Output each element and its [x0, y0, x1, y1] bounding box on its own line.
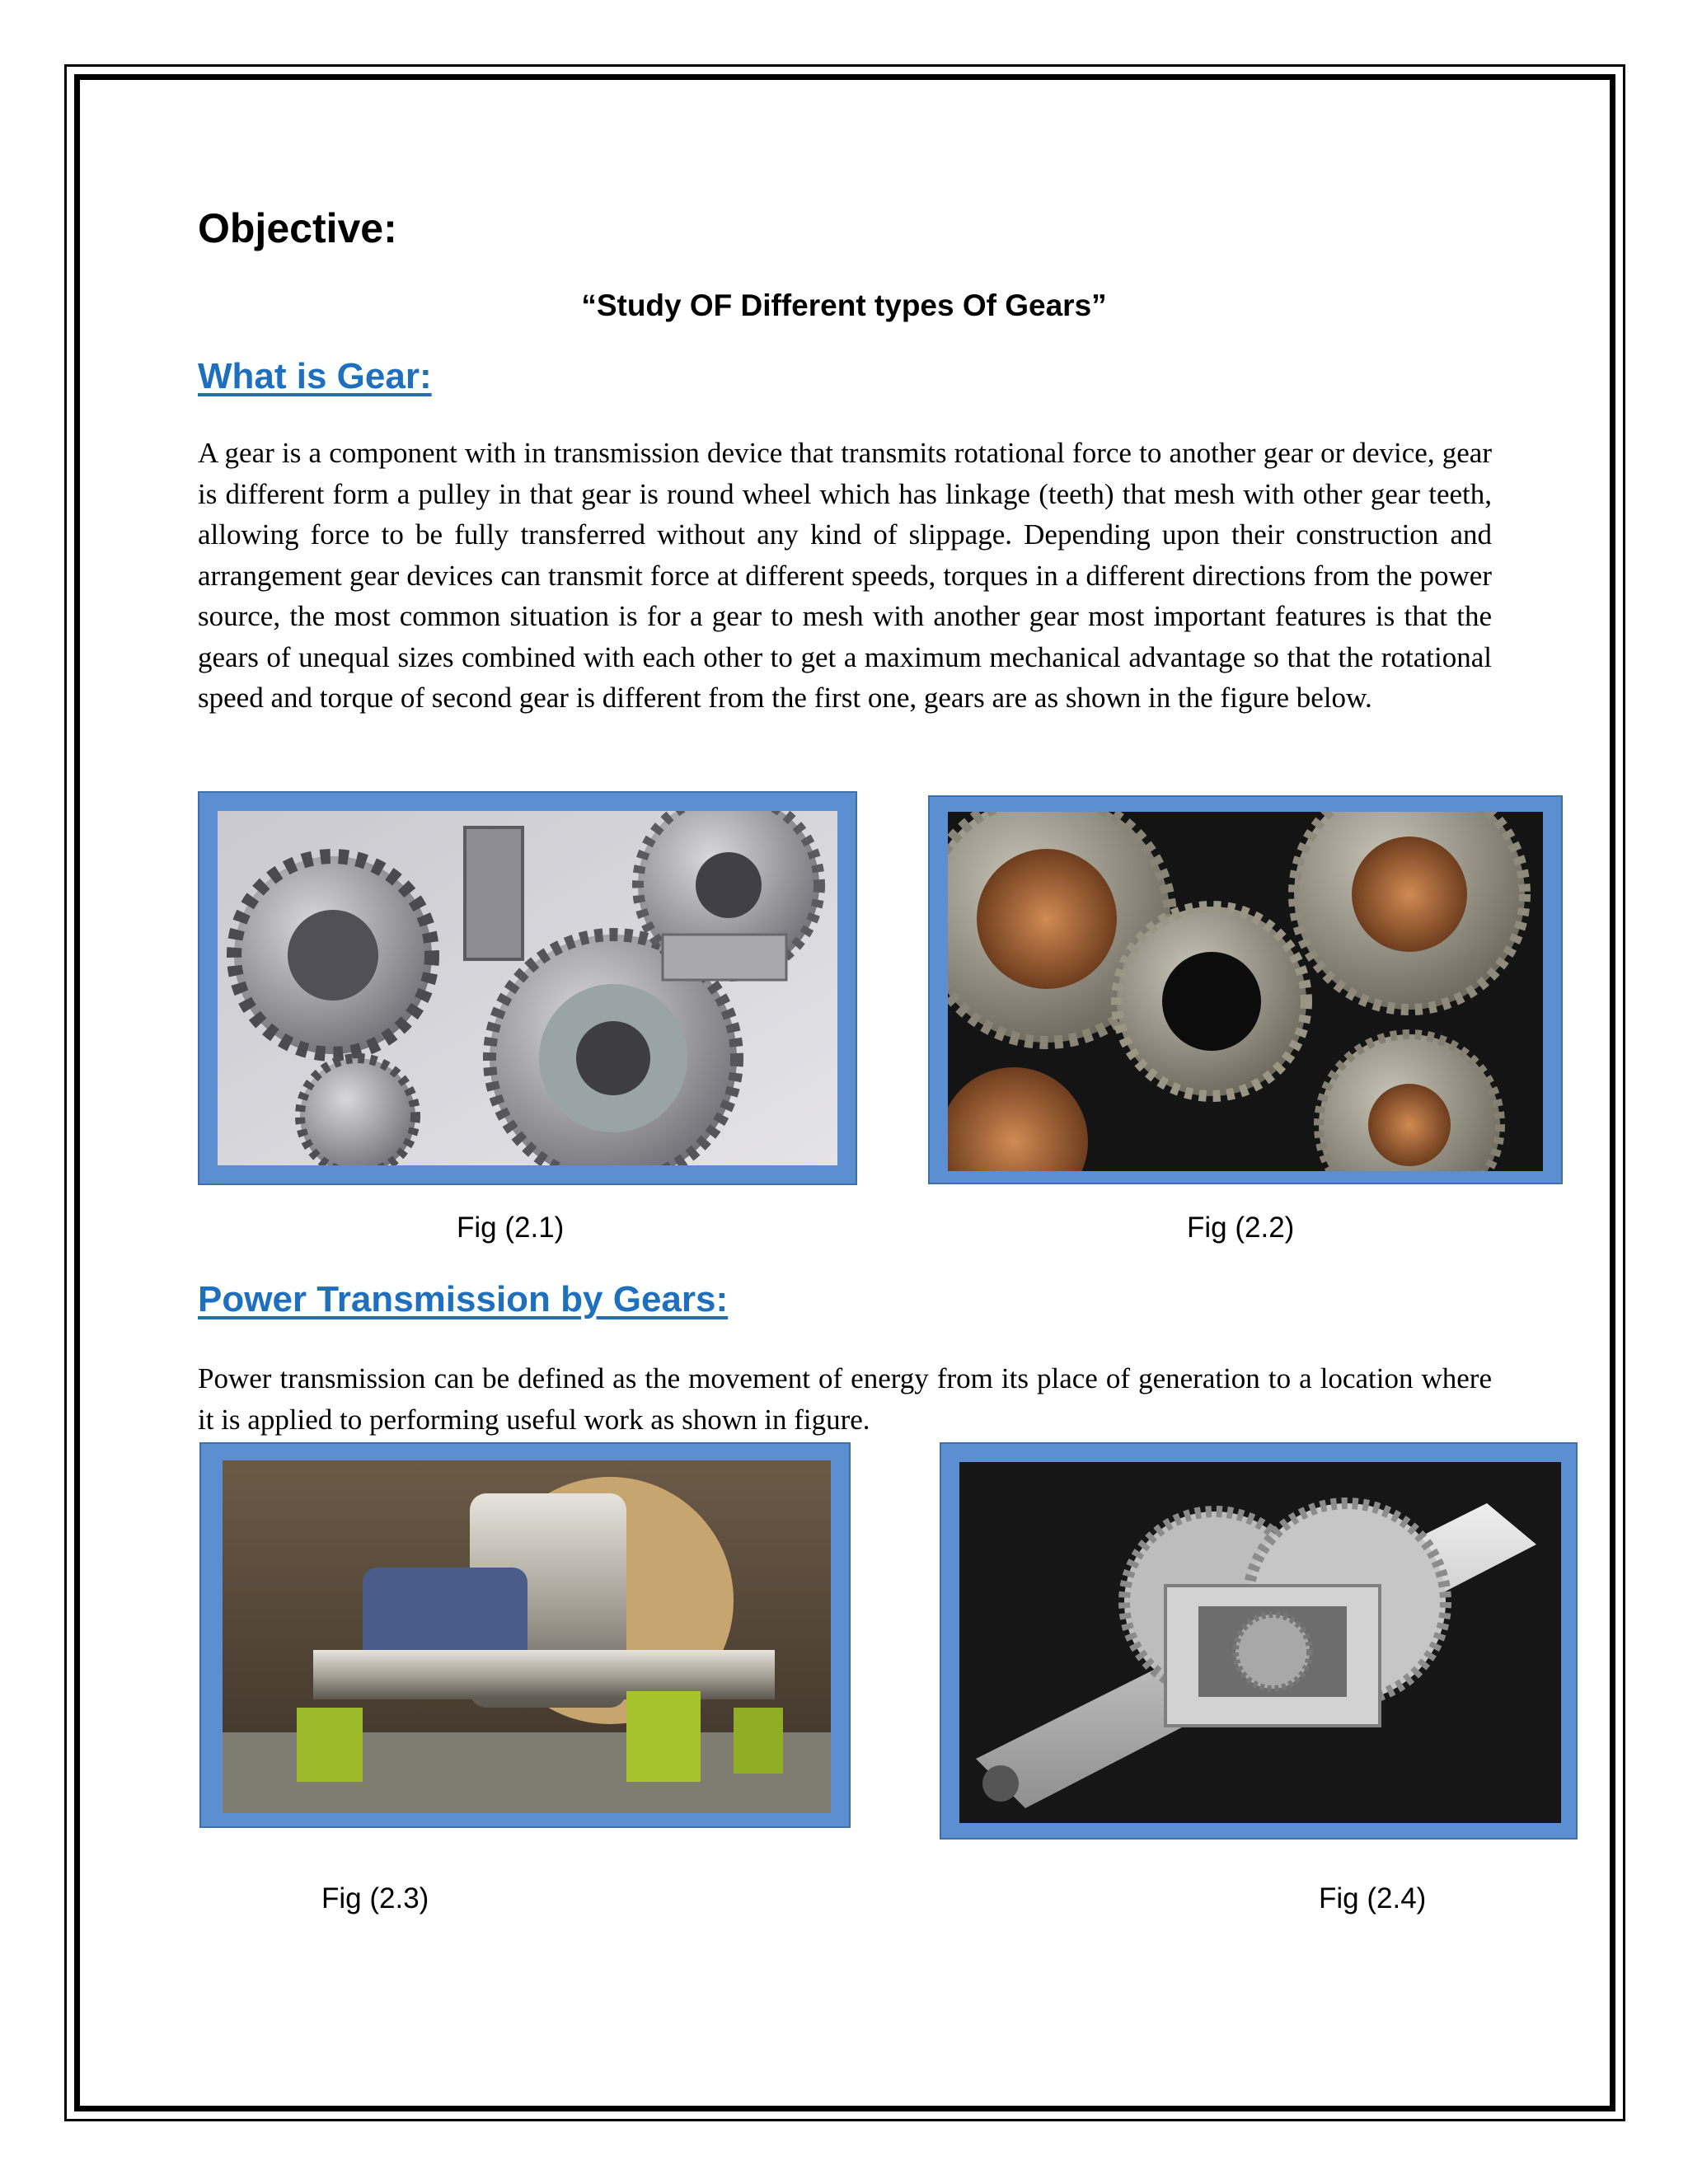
- power-transmission-paragraph: Power transmission can be defined as the movement of energy from its place of generation to a location where it is applied to performing useful work as shown in figure.: [198, 1362, 1492, 1436]
- figure-2-4: [940, 1442, 1578, 1840]
- figure-2-1-caption: Fig (2.1): [457, 1212, 565, 1244]
- figure-2-2: [928, 795, 1563, 1184]
- figure-2-2-caption: Fig (2.2): [1187, 1212, 1295, 1244]
- power-transmission-heading: Power Transmission by Gears:: [198, 1279, 729, 1319]
- gears-photo-2: [948, 812, 1543, 1171]
- what-is-gear-paragraph: A gear is a component with in transmission device that transmits rotational force to another gear or device, gear is different form a pulley in that gear is round wheel which has linkage (teeth) that mesh with other gear teeth, allowing force to be fully transferred without any kind of slippage. Depending upon their construction and arrangement gear devices can transmit force at different speeds, torques in a different directions from the power source, the most common situation is for a gear to mesh with another gear most important features is that the gears of unequal sizes combined with each other to get a maximum mechanical advantage so that the rotational speed and torque of second gear is different from the first one, gears are as shown in the figure below.: [198, 437, 1492, 714]
- figure-2-3-caption: Fig (2.3): [321, 1882, 429, 1915]
- figure-2-3: [199, 1442, 851, 1828]
- gears-photo-1: [218, 811, 837, 1165]
- differential-render: [959, 1462, 1561, 1823]
- gears-photo-3: [223, 1460, 831, 1813]
- figure-2-1: [198, 791, 857, 1185]
- objective-heading: Objective:: [198, 205, 397, 251]
- figure-2-4-caption: Fig (2.4): [1319, 1882, 1427, 1915]
- what-is-gear-heading: What is Gear:: [198, 356, 432, 396]
- objective-subtitle: “Study OF Different types Of Gears”: [581, 288, 1107, 322]
